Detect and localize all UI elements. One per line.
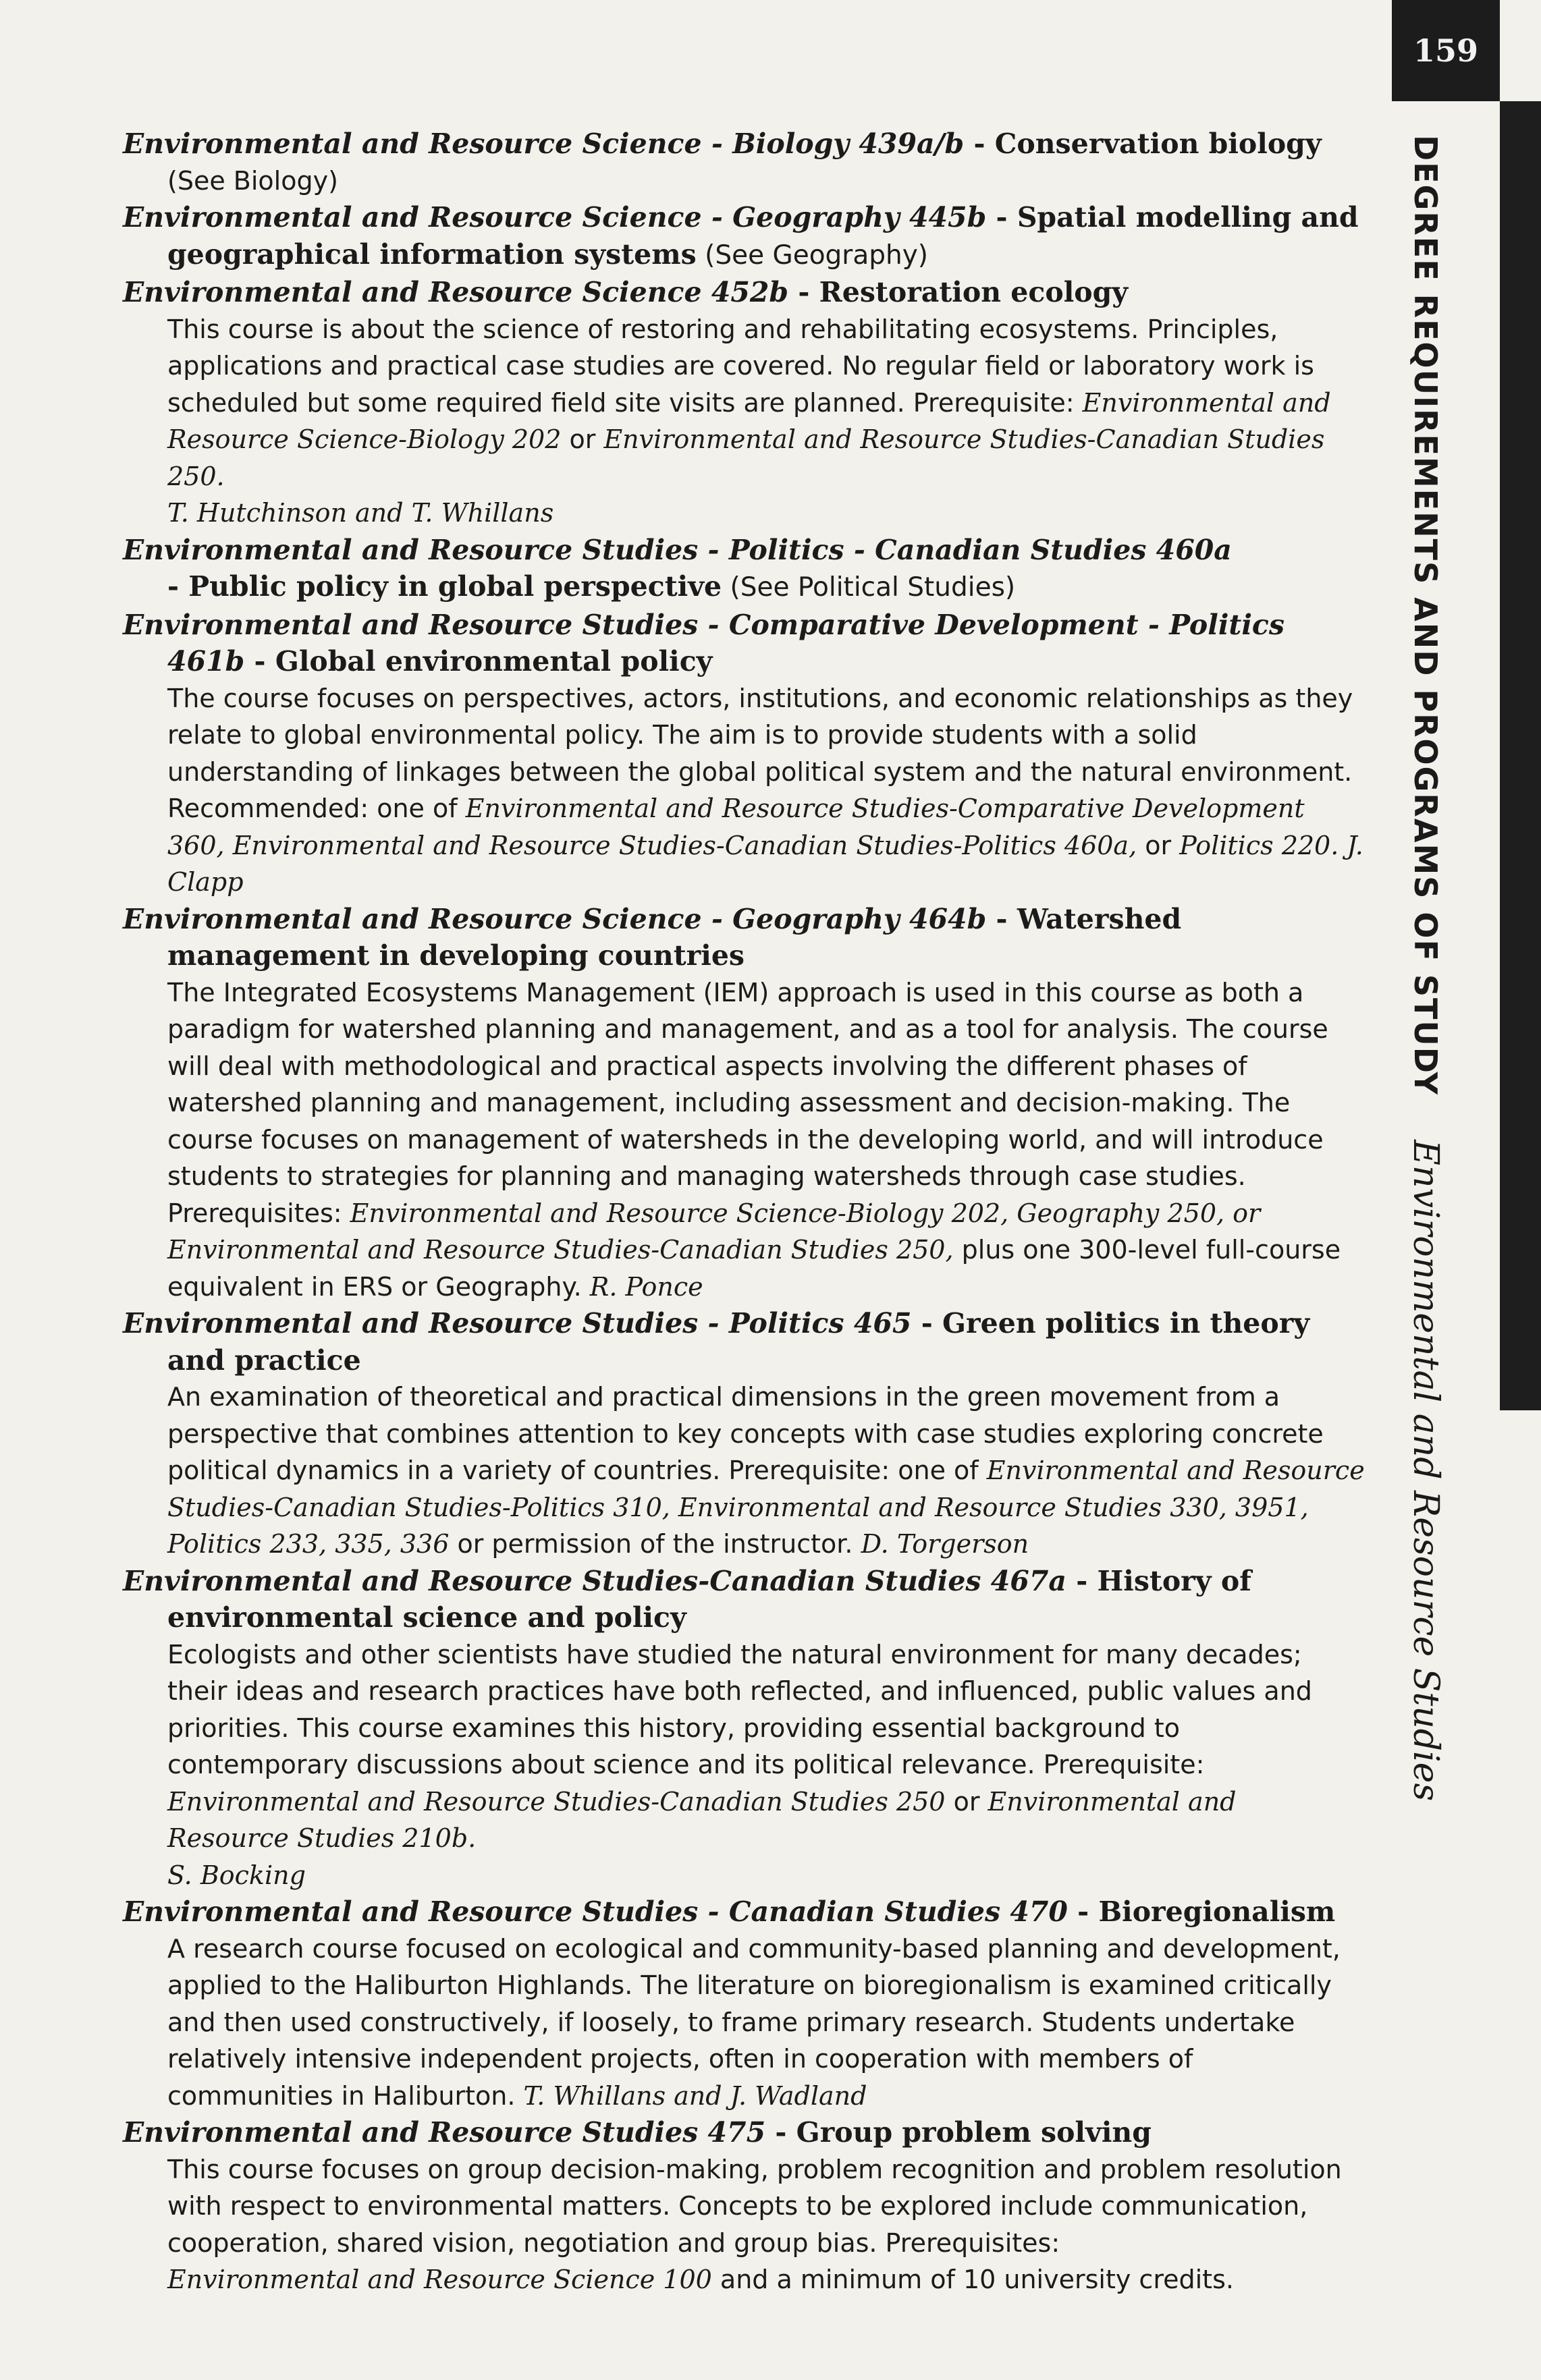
instructor: R. Ponce <box>589 1271 703 1302</box>
instructor: T. Hutchinson and T. Whillans <box>167 498 554 528</box>
course-heading <box>123 607 1365 680</box>
course-entry <box>123 1893 1365 2114</box>
course-description <box>123 1636 1365 1894</box>
prerequisite: Politics 220. <box>1179 830 1339 860</box>
course-title: - Spatial modelling and geographical information systems <box>167 201 1359 271</box>
course-code: Environmental and Resource Studies - Politics 465 <box>123 1307 912 1339</box>
course-title: - Global environmental policy <box>244 645 713 677</box>
course-heading <box>123 199 1365 274</box>
course-code: Environmental and Resource Science - Geography 445b <box>123 201 987 233</box>
course-code: Environmental and Resource Studies 475 <box>123 2116 766 2149</box>
prerequisite: Environmental and Resource Science-Biology 202 <box>167 387 1331 454</box>
course-heading <box>123 274 1365 311</box>
description-text: This course focuses on group decision-making, problem recognition and problem resolution with respect to environmental matters. Concepts to be explored include communication, cooperation, shared vision, negotiation and group bias. Prerequisites: <box>167 2154 1342 2258</box>
course-description <box>123 1931 1365 2115</box>
description-text: or <box>561 424 604 454</box>
course-heading <box>123 1893 1365 1931</box>
course-heading <box>123 1563 1365 1636</box>
course-see-reference: (See Political Studies) <box>722 572 1016 603</box>
prerequisite: Environmental and Resource Studies-Canadian Studies-Politics 310, Environmental and Resource Studies 330, 3951, Politics 233, 335, 336 <box>167 1456 1365 1559</box>
course-description <box>123 2151 1365 2298</box>
course-heading <box>123 126 1365 163</box>
description-text: or <box>1137 830 1180 860</box>
description-text: plus one 300-level full-course equivalent in ERS or Geography. <box>167 1235 1341 1302</box>
instructor: T. Whillans and J. Wadland <box>523 2080 867 2111</box>
course-description <box>123 311 1365 532</box>
course-entry <box>123 274 1365 532</box>
course-see-reference: (See Biology) <box>167 165 338 196</box>
course-entry <box>123 1305 1365 1563</box>
course-title: - Watershed management in developing countries <box>167 902 1182 972</box>
course-code: Environmental and Resource Studies - Comparative Development - Politics 461b <box>123 608 1285 677</box>
course-entry <box>123 901 1365 1306</box>
page-number: 159 <box>1392 0 1500 101</box>
subject-head: Environmental and Resource Studies <box>1405 1140 1446 1802</box>
course-title: - Green politics in theory and practice <box>167 1307 1310 1377</box>
description-text: Ecologists and other scientists have studied the natural environment for many decades; their ideas and research practices have both reflected, and influenced, public values and priorities. This course examines this history, providing essential background to contemporary discussions about science and its political relevance. Prerequisite: <box>167 1639 1312 1779</box>
description-text: or permission of the instructor. <box>449 1529 861 1559</box>
section-head: DEGREE REQUIREMENTS AND PROGRAMS OF STUDY <box>1407 135 1444 1096</box>
prerequisite: Environmental and Resource Science 100 <box>167 2265 712 2294</box>
course-title: - Conservation biology <box>964 128 1322 160</box>
course-heading <box>123 2114 1365 2151</box>
course-description <box>123 1379 1365 1563</box>
description-text: An examination of theoretical and practical dimensions in the green movement from a perspective that combines attention to key concepts with case studies exploring concrete political dynamics in a variety of countries. Prerequisite: one of <box>167 1382 1324 1485</box>
instructor: S. Bocking <box>167 1860 306 1890</box>
course-entry <box>123 607 1365 901</box>
description-text: and a minimum of 10 university credits. <box>711 2265 1234 2294</box>
prerequisite: Environmental and Resource Science-Biology 202, Geography 250, or Environmental and Resource Studies-Canadian Studies 250, <box>167 1198 1261 1265</box>
course-entry <box>123 199 1365 274</box>
course-heading <box>123 901 1365 974</box>
description-text: or <box>945 1786 988 1817</box>
course-title: - Public policy in global perspective <box>167 570 722 603</box>
course-code: Environmental and Resource Science - Geography 464b <box>123 902 987 935</box>
spine-bar <box>1500 101 1541 1410</box>
course-heading <box>123 1305 1365 1379</box>
course-see-reference: (See Geography) <box>696 240 929 271</box>
course-listing <box>123 126 1365 2298</box>
prerequisite: Environmental and Resource Studies 210b. <box>167 1786 1237 1853</box>
course-code: Environmental and Resource Studies-Canadian Studies 467a <box>123 1564 1066 1597</box>
course-heading <box>123 532 1365 607</box>
course-code: Environmental and Resource Science 452b <box>123 276 789 308</box>
course-description <box>123 680 1365 901</box>
course-entry <box>123 126 1365 199</box>
description-text: A research course focused on ecological and community-based planning and development, applied to the Haliburton Highlands. The literature on bioregionalism is examined critically and then used constructively, if loosely, to frame primary research. Students undertake relatively intensive independent projects, often in cooperation with members of communities in Haliburton. <box>167 1933 1341 2111</box>
instructor: D. Torgerson <box>861 1529 1029 1559</box>
course-entry <box>123 2114 1365 2298</box>
description-text: The Integrated Ecosystems Management (IEM) approach is used in this course as both a paradigm for watershed planning and management, and as a tool for analysis. The course will deal with methodological and practical aspects involving the different phases of watershed planning and management, including assessment and decision-making. The course focuses on management of watersheds in the developing world, and will introduce students to strategies for planning and managing watersheds through case studies. Prerequisites: <box>167 977 1328 1228</box>
course-title: - Restoration ecology <box>788 276 1129 308</box>
prerequisite: Environmental and Resource Studies-Comparative Development 360, Environmental and Resource Studies-Canadian Studies-Politics 460a, <box>167 794 1305 860</box>
course-title: - History of environmental science and policy <box>167 1564 1251 1634</box>
course-title: - Bioregionalism <box>1067 1895 1336 1928</box>
course-title: - Group problem solving <box>765 2116 1152 2149</box>
course-entry <box>123 532 1365 607</box>
course-code: Environmental and Resource Studies - Politics - Canadian Studies 460a <box>123 533 1232 566</box>
prerequisite: Environmental and Resource Studies-Canadian Studies 250 <box>167 1786 946 1817</box>
instructor: J. Clapp <box>167 830 1363 897</box>
course-description <box>123 974 1365 1306</box>
description-text: This course is about the science of restoring and rehabilitating ecosystems. Principles, applications and practical case studies are covered. No regular field or laboratory work is scheduled but some required field site visits are planned. Prerequisite: <box>167 314 1314 418</box>
description-text: The course focuses on perspectives, actors, institutions, and economic relationships as they relate to global environmental policy. The aim is to provide students with a solid understanding of linkages between the global political system and the natural environment. Recommended: one of <box>167 683 1353 823</box>
course-entry <box>123 1563 1365 1894</box>
course-code: Environmental and Resource Science - Biology 439a/b <box>123 128 965 160</box>
prerequisite: Environmental and Resource Studies-Canadian Studies 250. <box>167 424 1325 491</box>
running-head <box>1399 135 1446 1801</box>
course-code: Environmental and Resource Studies - Canadian Studies 470 <box>123 1895 1068 1928</box>
